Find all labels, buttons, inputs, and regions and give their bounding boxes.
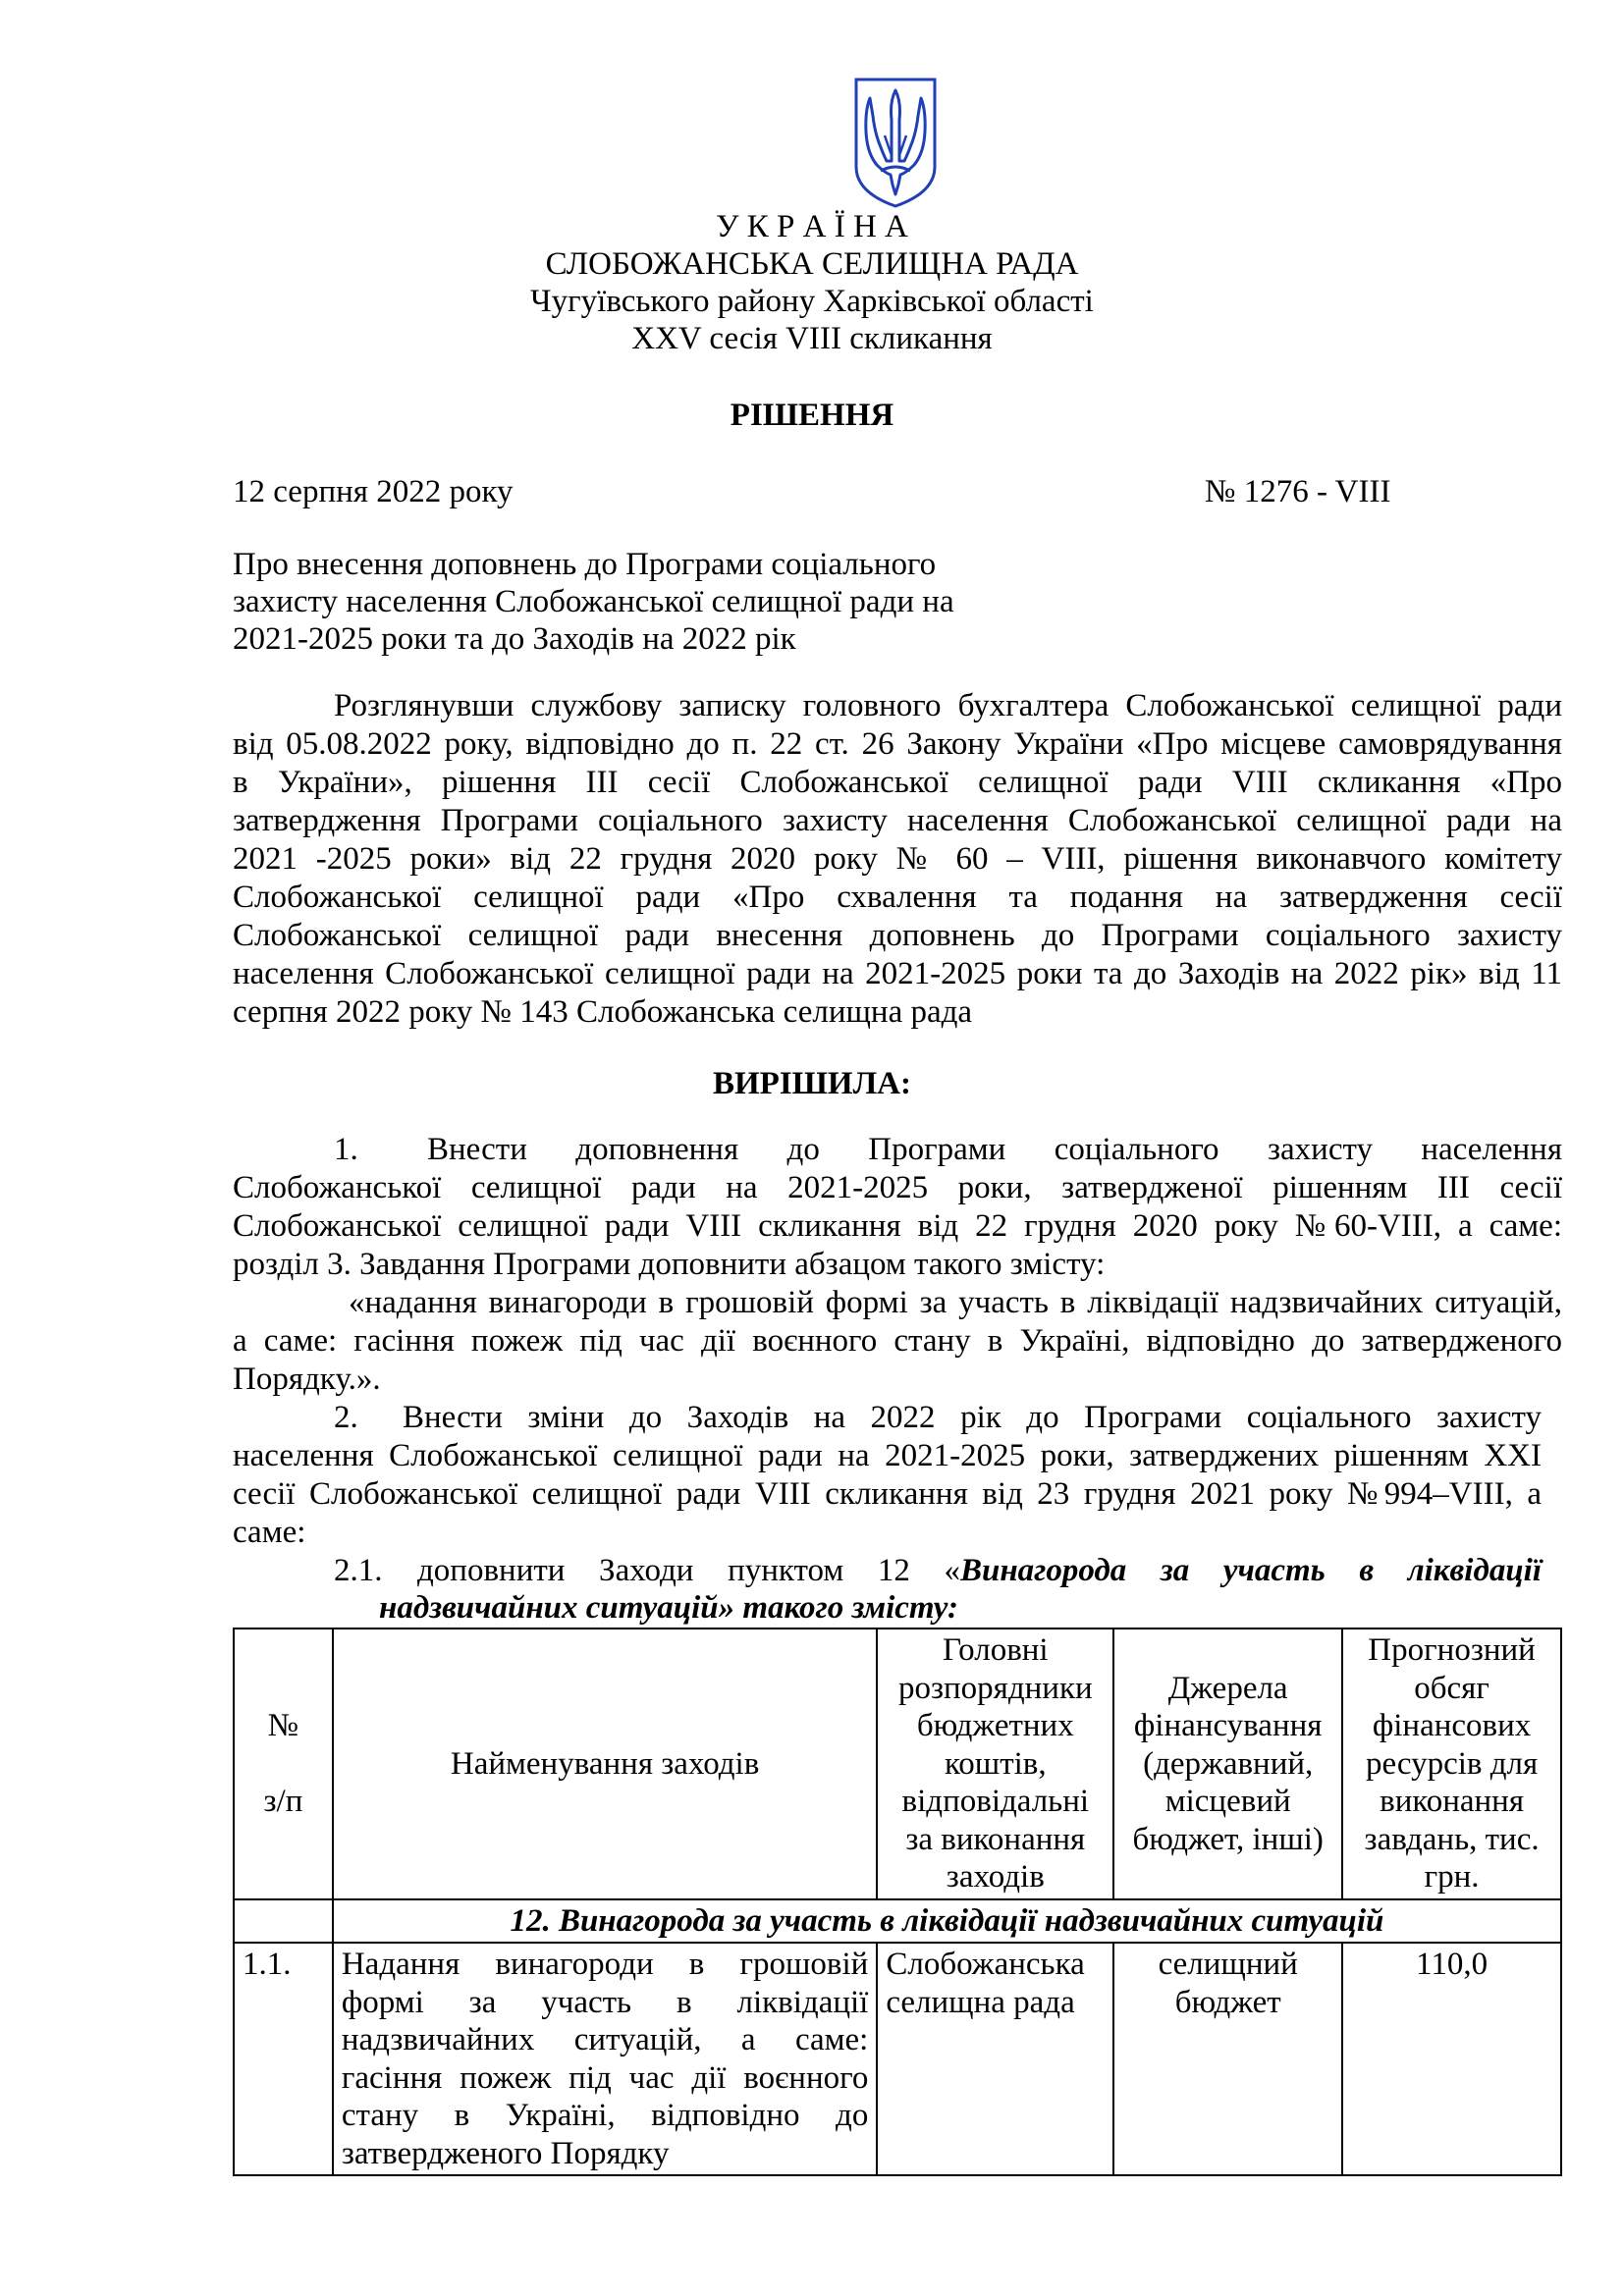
decision-date: 12 серпня 2022 року (233, 474, 514, 509)
trident-coat-of-arms-icon (851, 77, 940, 209)
col-header-sources: Джерела фінансування (державний, місцевий бюджет, інші) (1113, 1629, 1342, 1899)
col-header-name: Найменування заходів (333, 1629, 878, 1899)
col-header-volume: Прогнозний обсяг фінансових ресурсів для виконання завдань, тис. грн. (1342, 1629, 1561, 1899)
row-num: 1.1. (234, 1943, 333, 2175)
document-page: У К Р А Ї Н А СЛОБОЖАНСЬКА СЕЛИЩНА РАДА Чугуївського району Харківської області XXV сесія VIII скликання РІШЕННЯ 12 серпня 2022 року № 1276 - VIII Про внесення доповнень до Програми соціального захисту населення Слобожанської селищної ради на 2021-2025 роки та до Заходів на 2022 рік Розглянувши службову записку головного бухгалтера Слобожанської селищної ради від 05.08.2022 року, відповідно до п. 22 ст. 26 Закону України «Про місцеве самоврядування в України», рішення ІІІ сесії Слобожанської селищної ради VIІІ скликання «Про затвердження Програми соціального захисту населення Слобожанської селищної ради на 2021 -2025 роки» від 22 грудня 2020 року № 60 – VIII, рішення виконавчого комітету Слобожанської селищної ради «Про схвалення та подання на затвердження сесії Слобожанської селищної ради внесення доповнень до Програми соціального захисту населення Слобожанської селищної ради на 2021-2025 роки та до Заходів на 2022 рік» від 11 серпня 2022 року № 143 Слобожанська селищна рада ВИРІШИЛА: 1. Внести доповнення до Програми соціального захисту населення Слобожанської селищної ради на 2021-2025 роки, затвердженої рішенням ІІІ сесії Слобожанської селищної ради VIII скликання від 22 грудня 2020 року №60-VIII, а саме: розділ 3. Завдання Програми доповнити абзацом такого змісту: «надання винагороди в грошовій формі за участь в ліквідації надзвичайних ситуацій, а саме: гасіння пожеж під час дії воєнного стану в Україні, відповідно до затвердженого Порядку.». 2. Внести зміни до Заходів на 2022 рік до Програми соціального захисту населення Слобожанської селищної ради на 2021-2025 роки, затверджених рішенням XXI сесії Слобожанської селищної ради VIII скликання від 23 грудня 2021 року №994–VIII, а саме: 2.1. доповнити Заходи пунктом 12 «Винагорода за участь в ліквідації надзвичайних ситуацій» такого змісту: № з/п Найменування заходів Головні розпорядники бюджетних коштів, відповідальні за виконання заходів Джерела фінансування (державний, місцевий бюджет, інші) Прогнозний обсяг фінансових ресурсів для виконання завдань, тис. грн. 12. Винагорода за участь в ліквідації надзвичайних ситуацій 1.1. Надання винагороди в грошовій формі за участь в ліквідації надзвичайних ситуацій, а саме: гасіння пожеж під час дії воєнного стану в Україні, відповідно до затвердженого Порядку Слобожанська селищна рада селищний бюджет 110,0 (0, 0, 1624, 2296)
section-title: 12. Винагорода за участь в ліквідації надзвичайних ситуацій (333, 1899, 1561, 1944)
row-manager: Слобожанська селищна рада (877, 1943, 1113, 2175)
decision-number: № 1276 - VIII (1205, 474, 1391, 509)
document-type: РІШЕННЯ (730, 398, 894, 433)
row-source: селищний бюджет (1113, 1943, 1342, 2175)
table-header-row (234, 1629, 1561, 1899)
col-header-managers: Головні розпорядники бюджетних коштів, відповідальні за виконання заходів (877, 1629, 1113, 1899)
table-row (234, 1943, 1561, 2175)
country-name: У К Р А Ї Н А (716, 209, 908, 244)
session-name: XXV сесія VIII скликання (631, 321, 993, 356)
council-name: СЛОБОЖАНСЬКА СЕЛИЩНА РАДА (545, 246, 1079, 282)
table-section-row (234, 1899, 1561, 1944)
row-volume: 110,0 (1342, 1943, 1561, 2175)
col-header-num: № з/п (234, 1629, 333, 1899)
row-name: Надання винагороди в грошовій формі за участь в ліквідації надзвичайних ситуацій, а саме: гасіння пожеж під час дії воєнного стану в Україні, відповідно до затвердженого Порядку (333, 1943, 878, 2175)
district-name: Чугуївського району Харківської області (530, 284, 1094, 319)
resolved-heading: ВИРІШИЛА: (713, 1066, 911, 1101)
measures-table (233, 1628, 1562, 2176)
